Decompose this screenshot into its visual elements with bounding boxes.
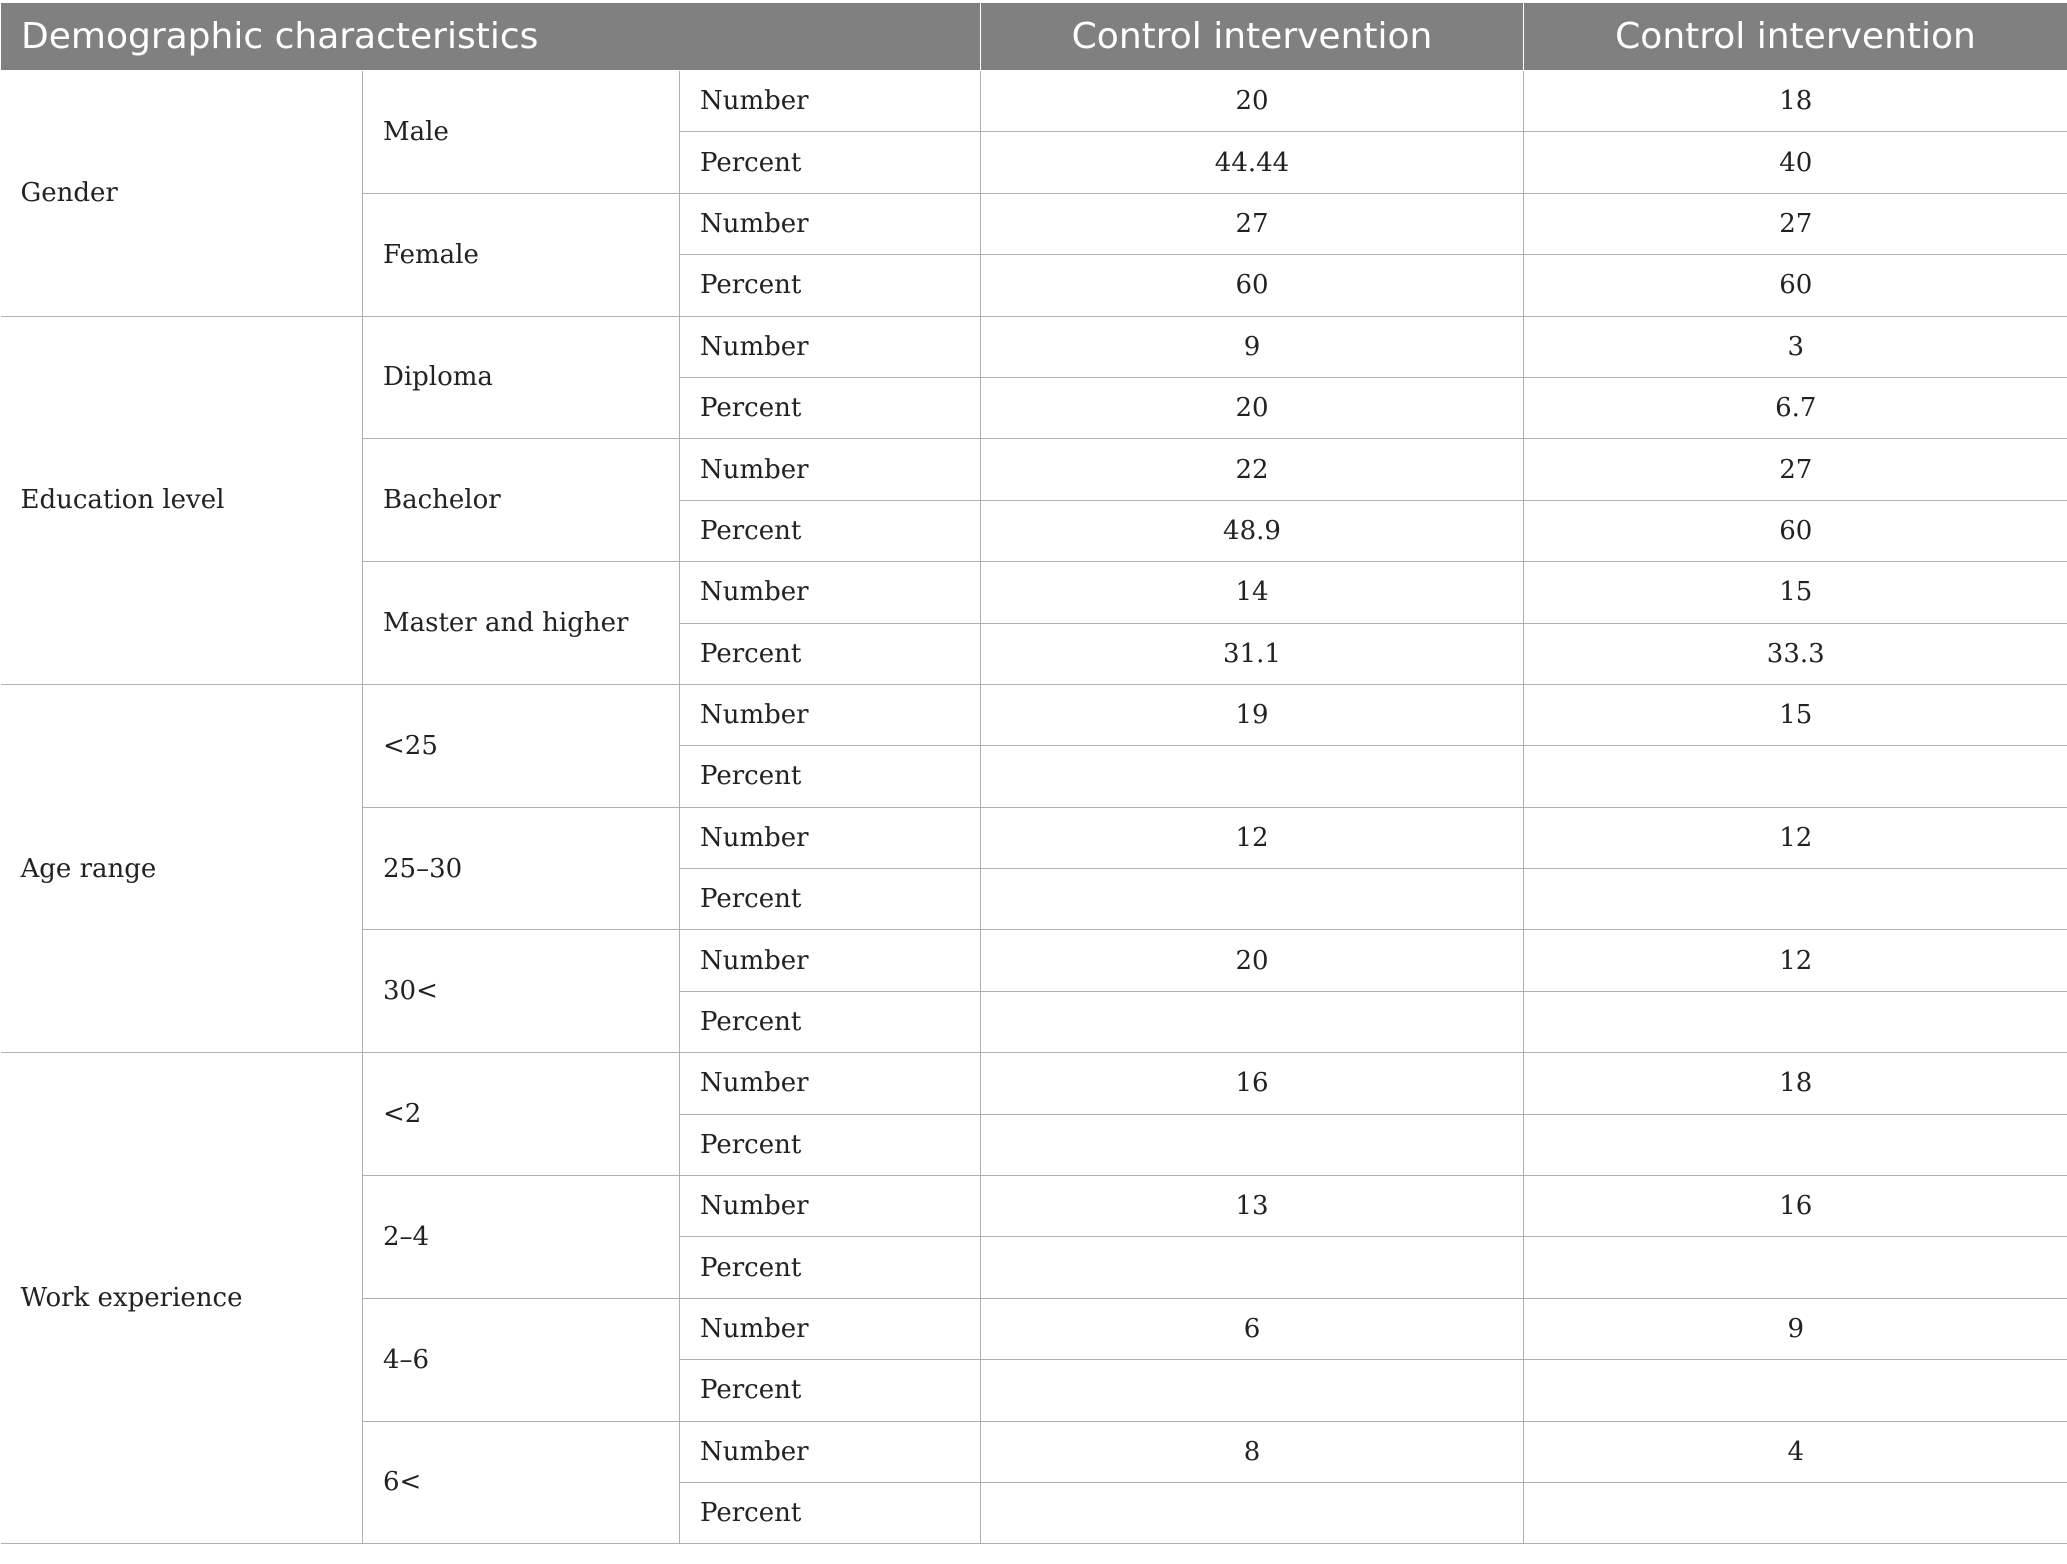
stat-type-cell: Percent: [680, 132, 981, 193]
control-intervention-1-value: 14: [981, 562, 1524, 623]
table-body: [1, 71, 2067, 1544]
stat-type-cell: Number: [680, 71, 981, 132]
header-control-intervention-2: Control intervention: [1524, 3, 2067, 71]
control-intervention-1-value: [981, 991, 1524, 1052]
control-intervention-1-value: 6: [981, 1298, 1524, 1359]
control-intervention-2-value: 18: [1524, 71, 2067, 132]
control-intervention-2-value: 27: [1524, 193, 2067, 254]
control-intervention-1-value: 9: [981, 316, 1524, 377]
subcategory-cell: Female: [363, 193, 680, 316]
control-intervention-2-value: 16: [1524, 1176, 2067, 1237]
control-intervention-2-value: 60: [1524, 500, 2067, 561]
control-intervention-1-value: 13: [981, 1176, 1524, 1237]
control-intervention-1-value: 19: [981, 684, 1524, 745]
stat-type-cell: Number: [680, 807, 981, 868]
header-control-intervention-1: Control intervention: [981, 3, 1524, 71]
control-intervention-2-value: [1524, 1237, 2067, 1298]
stat-type-cell: Number: [680, 562, 981, 623]
stat-type-cell: Number: [680, 1053, 981, 1114]
subcategory-cell: 6<: [363, 1421, 680, 1544]
subcategory-cell: <2: [363, 1053, 680, 1176]
demographics-table: [0, 3, 2067, 1544]
subcategory-cell: Diploma: [363, 316, 680, 439]
stat-type-cell: Number: [680, 316, 981, 377]
stat-type-cell: Percent: [680, 623, 981, 684]
control-intervention-1-value: [981, 1360, 1524, 1421]
control-intervention-2-value: [1524, 746, 2067, 807]
control-intervention-1-value: [981, 869, 1524, 930]
control-intervention-2-value: 60: [1524, 255, 2067, 316]
subcategory-cell: Bachelor: [363, 439, 680, 562]
subcategory-cell: Master and higher: [363, 562, 680, 685]
demographics-table-container: [0, 3, 2067, 1544]
control-intervention-2-value: [1524, 991, 2067, 1052]
control-intervention-1-value: [981, 1237, 1524, 1298]
control-intervention-2-value: [1524, 1482, 2067, 1543]
control-intervention-1-value: [981, 1482, 1524, 1543]
control-intervention-2-value: 40: [1524, 132, 2067, 193]
control-intervention-1-value: 20: [981, 377, 1524, 438]
control-intervention-1-value: 31.1: [981, 623, 1524, 684]
subcategory-cell: 25–30: [363, 807, 680, 930]
stat-type-cell: Percent: [680, 255, 981, 316]
control-intervention-1-value: 27: [981, 193, 1524, 254]
stat-type-cell: Percent: [680, 377, 981, 438]
control-intervention-2-value: 15: [1524, 684, 2067, 745]
control-intervention-1-value: 60: [981, 255, 1524, 316]
control-intervention-2-value: 12: [1524, 930, 2067, 991]
stat-type-cell: Number: [680, 1421, 981, 1482]
control-intervention-2-value: 12: [1524, 807, 2067, 868]
table-row: [1, 316, 2067, 377]
stat-type-cell: Percent: [680, 991, 981, 1052]
control-intervention-2-value: [1524, 869, 2067, 930]
category-cell: Age range: [1, 684, 363, 1052]
stat-type-cell: Number: [680, 1176, 981, 1237]
subcategory-cell: 4–6: [363, 1298, 680, 1421]
control-intervention-2-value: 6.7: [1524, 377, 2067, 438]
table-row: [1, 71, 2067, 132]
stat-type-cell: Percent: [680, 1360, 981, 1421]
control-intervention-2-value: 3: [1524, 316, 2067, 377]
control-intervention-1-value: [981, 746, 1524, 807]
stat-type-cell: Number: [680, 439, 981, 500]
control-intervention-2-value: [1524, 1114, 2067, 1175]
stat-type-cell: Percent: [680, 869, 981, 930]
control-intervention-2-value: 15: [1524, 562, 2067, 623]
table-row: [1, 684, 2067, 745]
stat-type-cell: Percent: [680, 1237, 981, 1298]
control-intervention-1-value: 20: [981, 930, 1524, 991]
control-intervention-2-value: 27: [1524, 439, 2067, 500]
stat-type-cell: Percent: [680, 500, 981, 561]
control-intervention-1-value: 16: [981, 1053, 1524, 1114]
stat-type-cell: Number: [680, 930, 981, 991]
control-intervention-1-value: 22: [981, 439, 1524, 500]
subcategory-cell: 30<: [363, 930, 680, 1053]
table-row: [1, 1053, 2067, 1114]
category-cell: Education level: [1, 316, 363, 684]
control-intervention-2-value: 4: [1524, 1421, 2067, 1482]
header-characteristics: Demographic characteristics: [1, 3, 981, 71]
subcategory-cell: Male: [363, 71, 680, 194]
category-cell: Gender: [1, 71, 363, 317]
stat-type-cell: Percent: [680, 1114, 981, 1175]
control-intervention-2-value: 33.3: [1524, 623, 2067, 684]
table-header: [1, 3, 2067, 71]
header-row: [1, 3, 2067, 71]
subcategory-cell: <25: [363, 684, 680, 807]
control-intervention-1-value: 20: [981, 71, 1524, 132]
control-intervention-1-value: 12: [981, 807, 1524, 868]
control-intervention-1-value: 44.44: [981, 132, 1524, 193]
control-intervention-2-value: 18: [1524, 1053, 2067, 1114]
stat-type-cell: Number: [680, 193, 981, 254]
stat-type-cell: Percent: [680, 1482, 981, 1543]
control-intervention-1-value: [981, 1114, 1524, 1175]
control-intervention-2-value: [1524, 1360, 2067, 1421]
control-intervention-1-value: 48.9: [981, 500, 1524, 561]
subcategory-cell: 2–4: [363, 1176, 680, 1299]
control-intervention-1-value: 8: [981, 1421, 1524, 1482]
stat-type-cell: Percent: [680, 746, 981, 807]
stat-type-cell: Number: [680, 1298, 981, 1359]
control-intervention-2-value: 9: [1524, 1298, 2067, 1359]
category-cell: Work experience: [1, 1053, 363, 1544]
stat-type-cell: Number: [680, 684, 981, 745]
